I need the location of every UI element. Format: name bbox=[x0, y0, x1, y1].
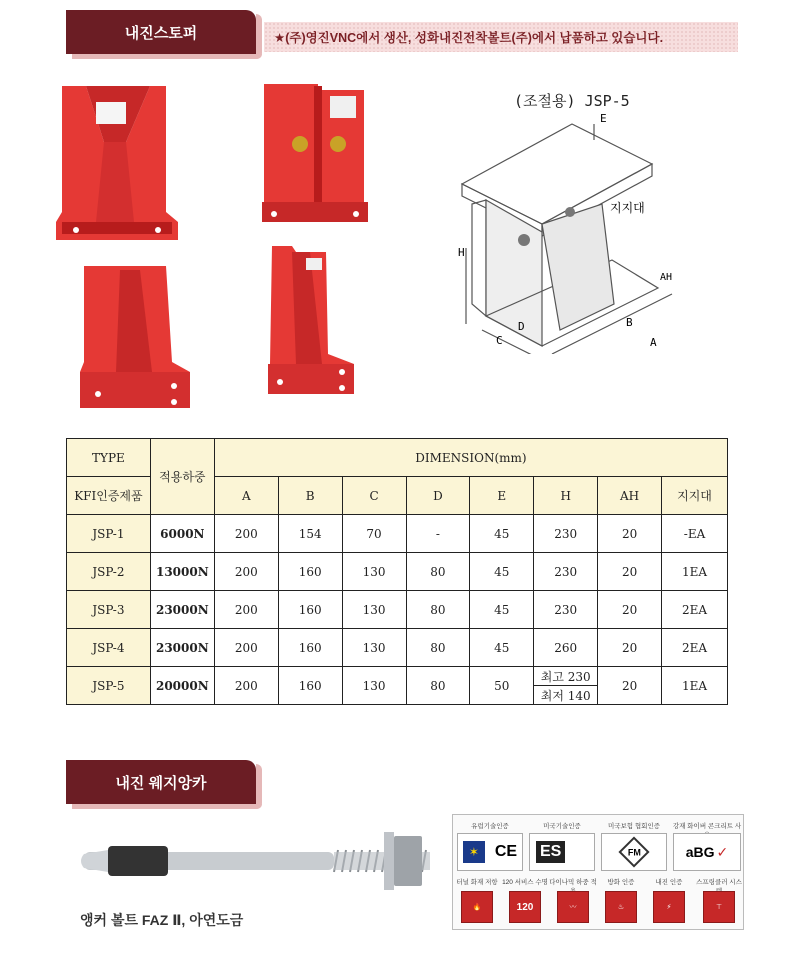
cert-label-fm: 미국보험 협회인증 bbox=[607, 823, 661, 830]
cell-b: 160 bbox=[278, 553, 342, 591]
section-title-stopper bbox=[66, 10, 256, 54]
certification-panel bbox=[452, 814, 744, 930]
cell-a: 200 bbox=[214, 629, 278, 667]
diagram-label-ah: AH bbox=[660, 272, 673, 283]
cert-label-us: 미국기술인증 bbox=[543, 823, 581, 830]
cell-e: 50 bbox=[470, 667, 534, 705]
cell-c: 130 bbox=[342, 667, 406, 705]
diagram-label-a: A bbox=[650, 336, 657, 349]
cell-support: 2EA bbox=[662, 591, 728, 629]
diagram-title: (조절용) JSP-5 bbox=[514, 92, 630, 110]
diagram-label-e: E bbox=[600, 112, 607, 125]
header-col-c: C bbox=[342, 477, 406, 515]
section-title-anchor bbox=[66, 760, 256, 804]
cell-e: 45 bbox=[470, 591, 534, 629]
cert-label-fire: 터널 화재 저항 bbox=[456, 879, 498, 886]
header-col-h: H bbox=[534, 477, 598, 515]
row-load: 6000N bbox=[150, 515, 214, 553]
row-load: 13000N bbox=[150, 553, 214, 591]
row-type: JSP-5 bbox=[67, 667, 151, 705]
cell-c: 130 bbox=[342, 629, 406, 667]
header-col-a: A bbox=[214, 477, 278, 515]
cell-d: 80 bbox=[406, 629, 470, 667]
cell-e: 45 bbox=[470, 553, 534, 591]
cell-h: 230 bbox=[534, 515, 598, 553]
stopper-diagram bbox=[452, 84, 692, 354]
cell-a: 200 bbox=[214, 553, 278, 591]
anchor-caption: 앵커 볼트 FAZ Ⅱ, 아연도금 bbox=[80, 912, 244, 928]
diagram-label-c: C bbox=[496, 334, 503, 347]
table-row bbox=[67, 515, 728, 553]
es-mark: ES bbox=[536, 841, 565, 863]
seismic-icon: ⚡ bbox=[653, 891, 685, 923]
header-col-d: D bbox=[406, 477, 470, 515]
cell-b: 160 bbox=[278, 629, 342, 667]
abg-mark-box bbox=[673, 833, 741, 871]
eu-flag-icon: ✶ bbox=[463, 841, 485, 863]
cell-support: 2EA bbox=[662, 629, 728, 667]
header-col-support: 지지대 bbox=[662, 477, 728, 515]
fm-diamond-icon bbox=[618, 836, 649, 867]
row-load: 23000N bbox=[150, 591, 214, 629]
cell-ah: 20 bbox=[598, 629, 662, 667]
cert-label-sprinkler: 스프링클러 시스 bbox=[696, 879, 742, 886]
spec-table bbox=[66, 438, 728, 705]
table-row bbox=[67, 629, 728, 667]
cell-ah: 20 bbox=[598, 515, 662, 553]
dynamic-load-icon: 〰 bbox=[557, 891, 589, 923]
header-col-b: B bbox=[278, 477, 342, 515]
cell-h: 260 bbox=[534, 629, 598, 667]
abg-mark: aBG bbox=[685, 844, 715, 860]
table-row bbox=[67, 591, 728, 629]
product-photo-1 bbox=[56, 82, 178, 244]
cell-a: 200 bbox=[214, 667, 278, 705]
section-title-text: 내진스토퍼 bbox=[124, 24, 198, 42]
fm-mark: FM bbox=[627, 847, 641, 857]
header-kfi: KFI인증제품 bbox=[67, 477, 151, 515]
cert-label-eu: 유럽기술인증 bbox=[471, 823, 509, 830]
fm-mark-box bbox=[601, 833, 667, 871]
anchor-bolt-photo bbox=[78, 826, 434, 894]
cell-support: 1EA bbox=[662, 553, 728, 591]
cell-c: 70 bbox=[342, 515, 406, 553]
row-type: JSP-1 bbox=[67, 515, 151, 553]
cell-b: 160 bbox=[278, 667, 342, 705]
cell-a: 200 bbox=[214, 515, 278, 553]
cell-b: 160 bbox=[278, 591, 342, 629]
cert-label-fireproof: 방화 인증 bbox=[607, 879, 635, 886]
cell-d: 80 bbox=[406, 667, 470, 705]
fireproof-icon: ♨ bbox=[605, 891, 637, 923]
ce-mark-box bbox=[457, 833, 523, 871]
row-load: 23000N bbox=[150, 629, 214, 667]
notice-text: ★(주)영진VNC에서 생산, 성화내진전착볼트(주)에서 납품하고 있습니다. bbox=[274, 31, 664, 45]
diagram-label-h: H bbox=[458, 246, 465, 259]
cell-c: 130 bbox=[342, 591, 406, 629]
cell-d: 80 bbox=[406, 553, 470, 591]
header-load: 적용하중 bbox=[150, 439, 214, 515]
diagram-label-support: 지지대 bbox=[610, 201, 645, 215]
cell-b: 154 bbox=[278, 515, 342, 553]
service-life-icon: 120 bbox=[509, 891, 541, 923]
ce-mark: CE bbox=[494, 843, 518, 860]
row-type: JSP-3 bbox=[67, 591, 151, 629]
header-dimension: DIMENSION(mm) bbox=[214, 439, 727, 477]
product-photo-3 bbox=[80, 262, 192, 410]
cert-label-abg: 강재 화이버 콘크리트 사 bbox=[672, 823, 742, 830]
cell-e: 45 bbox=[470, 629, 534, 667]
header-type: TYPE bbox=[67, 439, 151, 477]
cell-c: 130 bbox=[342, 553, 406, 591]
sprinkler-icon: ⊤ bbox=[703, 891, 735, 923]
cell-d: 80 bbox=[406, 591, 470, 629]
cell-h: 230 bbox=[534, 591, 598, 629]
cell-e: 45 bbox=[470, 515, 534, 553]
cell-a: 200 bbox=[214, 591, 278, 629]
cell-ah: 20 bbox=[598, 667, 662, 705]
diagram-label-b: B bbox=[626, 316, 633, 329]
row-type: JSP-4 bbox=[67, 629, 151, 667]
product-photo-4 bbox=[266, 244, 358, 398]
cell-ah: 20 bbox=[598, 591, 662, 629]
header-col-e: E bbox=[470, 477, 534, 515]
cell-support: -EA bbox=[662, 515, 728, 553]
table-row bbox=[67, 553, 728, 591]
es-mark-box bbox=[529, 833, 595, 871]
cell-h-max: 최고 230 bbox=[540, 669, 591, 684]
table-row bbox=[67, 667, 728, 705]
cell-h-min: 최저 140 bbox=[534, 685, 597, 704]
cert-label-dynamic: 다이나믹 하중 적 bbox=[549, 879, 597, 886]
product-photo-2 bbox=[260, 82, 368, 230]
cell-h: 230 bbox=[534, 553, 598, 591]
header-col-ah: AH bbox=[598, 477, 662, 515]
cell-ah: 20 bbox=[598, 553, 662, 591]
cert-label-seismic: 내진 인증 bbox=[655, 879, 683, 886]
cert-label-service: 120 서비스 수명 bbox=[502, 879, 548, 886]
cell-d: - bbox=[406, 515, 470, 553]
cell-support: 1EA bbox=[662, 667, 728, 705]
row-type: JSP-2 bbox=[67, 553, 151, 591]
notice-banner bbox=[264, 22, 738, 52]
row-load: 20000N bbox=[150, 667, 214, 705]
cell-h-range bbox=[534, 667, 598, 705]
tunnel-fire-icon: 🔥 bbox=[461, 891, 493, 923]
check-icon: ✓ bbox=[716, 843, 729, 860]
diagram-label-d: D bbox=[518, 320, 525, 333]
section-title-text: 내진 웨지앙카 bbox=[115, 774, 207, 792]
